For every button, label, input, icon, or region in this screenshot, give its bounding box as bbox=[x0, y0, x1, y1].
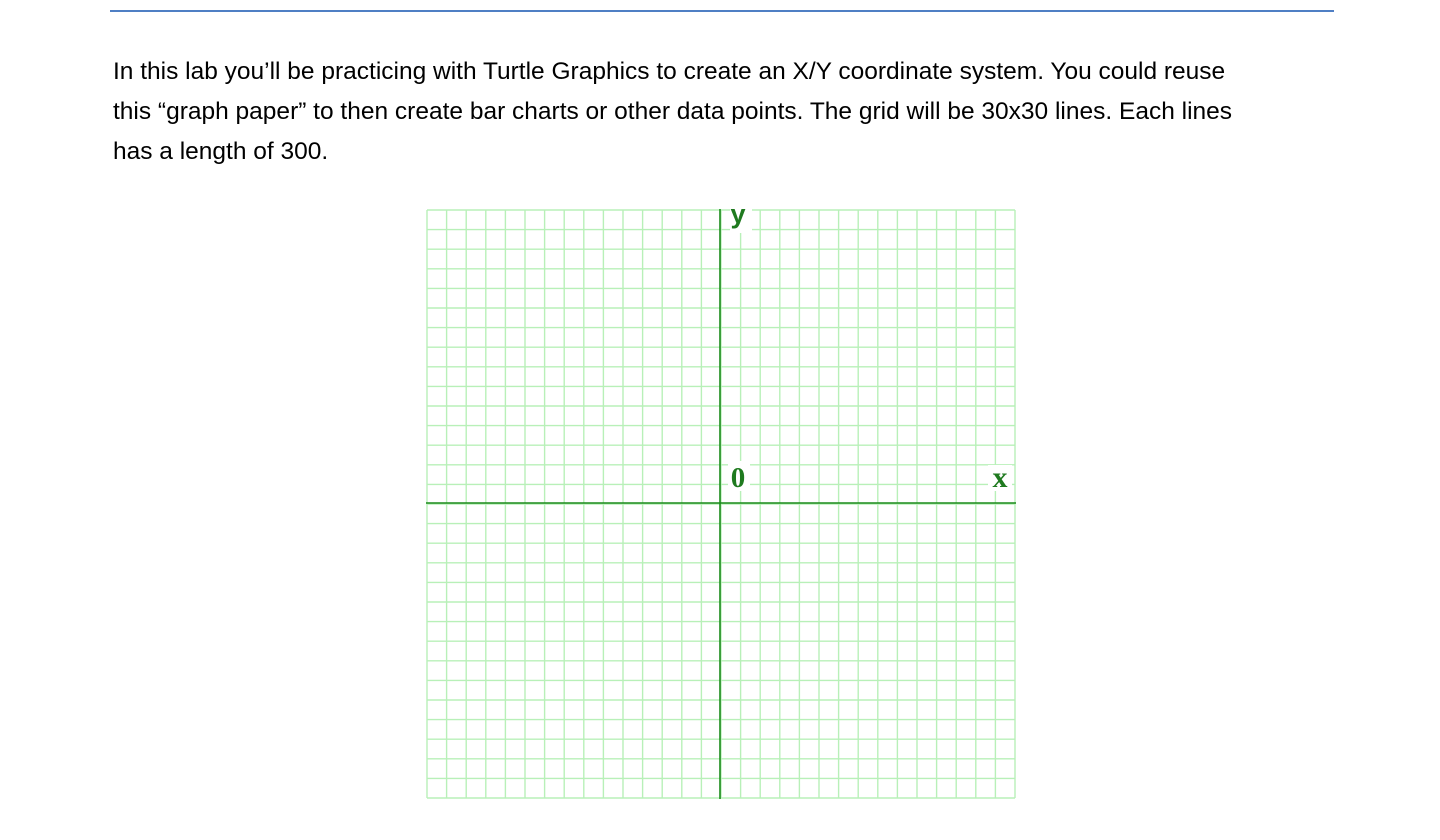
intro-paragraph bbox=[113, 52, 1353, 172]
y-axis-label: y bbox=[730, 209, 746, 229]
intro-line-3: has a length of 300. bbox=[113, 138, 329, 165]
header-rule bbox=[110, 10, 1334, 12]
intro-line-1: In this lab you’ll be practicing with Turtle Graphics to create an X/Y coordinate system. You could reuse bbox=[113, 58, 1226, 85]
origin-label: 0 bbox=[730, 462, 746, 494]
intro-line-2: this “graph paper” to then create bar charts or other data points. The grid will be 30x30 lines. Each lines bbox=[113, 98, 1233, 125]
x-axis-label: x bbox=[992, 461, 1008, 494]
coordinate-grid bbox=[426, 209, 1016, 799]
coordinate-grid-figure bbox=[426, 209, 1016, 799]
